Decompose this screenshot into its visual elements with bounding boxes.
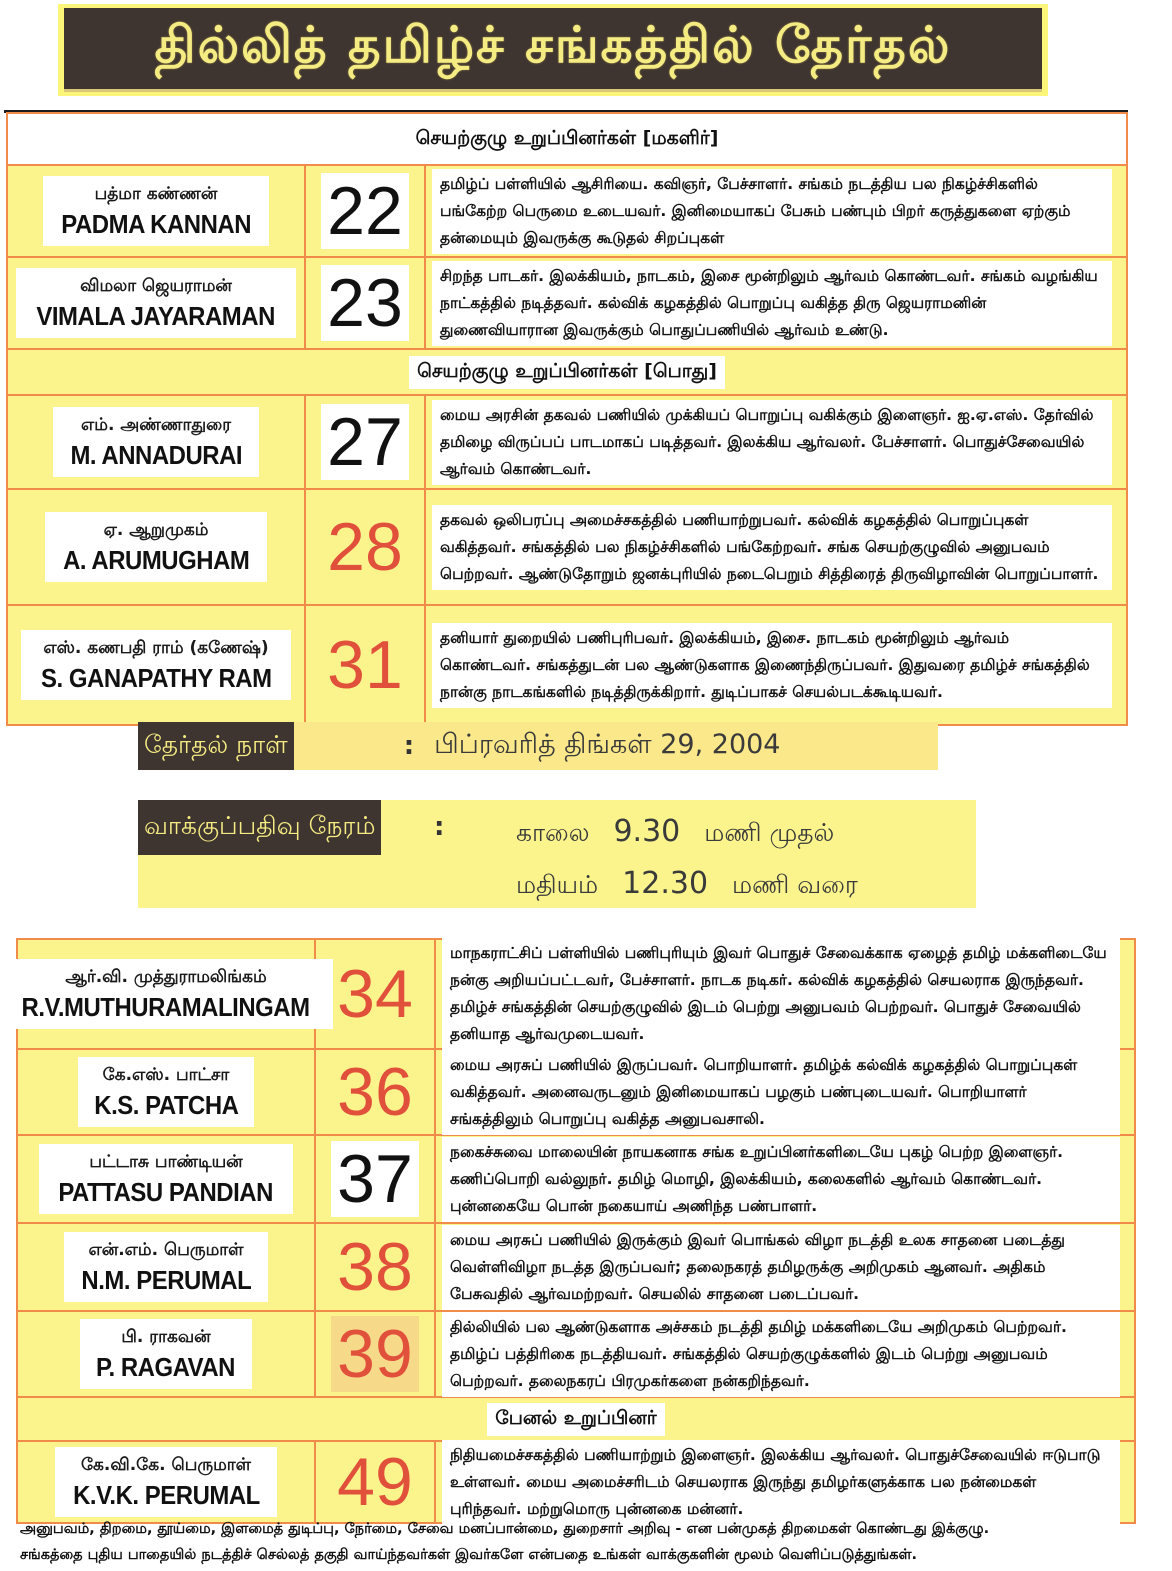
name-cell [8, 490, 306, 604]
candidate-name-tamil: எம். அண்ணாதுரை [81, 415, 231, 435]
candidate-row [18, 1136, 1134, 1224]
end-time: 12.30 [622, 866, 709, 901]
candidate-number: 49 [337, 1444, 413, 1520]
candidate-name-tamil: ஏ. ஆறுமுகம் [103, 520, 209, 540]
colon: : [403, 731, 415, 761]
candidate-description: மாநகராட்சிப் பள்ளியில் பணிபுரியும் இவர் பொதுச் சேவைக்காக ஏழைத் தமிழ் மக்களிடையே நன்கு அறியப்பட்டவர், பேச்சாளர். நாடக நடிகர். கல்விக் கழகத்தில் செயலராக இருந்தவர். தமிழ்ச் சங்கத்தின் செயற்குழுவில் இடம் பெற்று அனுபவம் பெற்றவர். பொதுச் சேவையில் தனியாத ஆர்வமுடையவர். [442, 938, 1120, 1050]
number-cell [316, 1050, 436, 1134]
name-card [0, 959, 333, 1029]
name-card [21, 630, 292, 700]
start-suffix: மணி முதல் [704, 818, 835, 847]
start-time: 9.30 [613, 814, 681, 849]
start-period: காலை [516, 818, 590, 847]
number-cell [316, 1442, 436, 1522]
description-cell [426, 258, 1126, 348]
name-card [53, 407, 260, 477]
candidate-description: மைய அரசின் தகவல் பணியில் முக்கியப் பொறுப்பு வகிக்கும் இளைஞர். ஐ.ஏ.எஸ். தேர்வில் தமிழை விருப்பப் பாடமாகப் படித்தவர். இலக்கிய ஆர்வலர். பேச்சாளர். பொதுச்சேவையில் ஆர்வம் கொண்டவர். [432, 400, 1112, 485]
footer-appeal [20, 1516, 1170, 1568]
candidates-table-top [6, 112, 1128, 726]
candidate-name-english: VIMALA JAYARAMAN [36, 300, 276, 331]
section-header-panel [18, 1398, 1134, 1442]
candidate-name-tamil: பி. ராகவன் [121, 1327, 211, 1347]
title-banner [58, 4, 1048, 96]
polling-start-time [516, 814, 834, 851]
candidate-description: தமிழ்ப் பள்ளியில் ஆசிரியை. கவிஞர், பேச்சாளர். சங்கம் நடத்திய பல நிகழ்ச்சிகளில் பங்கேற்ற பெருமை உடையவர். இனிமையாகப் பேசும் பண்பும் பிறர் கருத்துகளை ஏற்கும் தன்மையும் இவருக்கு கூடுதல் சிறப்புகள் [432, 169, 1112, 254]
candidate-number: 37 [331, 1141, 419, 1217]
section-title-panel: பேனல் உறுப்பினர் [487, 1403, 664, 1436]
name-cell [8, 396, 306, 488]
section-header-general [8, 350, 1126, 396]
candidate-name-english: A. ARUMUGHAM [62, 544, 250, 575]
candidate-name-english: PATTASU PANDIAN [58, 1176, 274, 1207]
name-cell [18, 1050, 316, 1134]
description-cell [426, 166, 1126, 256]
section-header-women [8, 114, 1126, 166]
name-card [55, 1447, 278, 1517]
election-date-label: தேர்தல் நாள் [138, 722, 294, 770]
name-cell [8, 166, 306, 256]
name-cell [18, 940, 316, 1048]
number-cell [306, 490, 426, 604]
number-cell [316, 1224, 436, 1310]
name-card [78, 1057, 255, 1127]
candidate-name-english: M. ANNADURAI [70, 439, 242, 470]
candidate-description: நகைச்சுவை மாலையின் நாயகனாக சங்க உறுப்பினர்களிடையே புகழ் பெற்ற இளைஞர். கணிப்பொறி வல்லுநர். தமிழ் மொழி, இலக்கியம், கலைகளில் ஆர்வம் கொண்டவர். புன்னகையே பொன் நகையாய் அணிந்த பண்பாளர். [442, 1137, 1120, 1222]
description-cell [426, 396, 1126, 488]
description-cell [436, 1224, 1134, 1310]
candidate-name-english: K.S. PATCHA [93, 1089, 239, 1120]
candidate-row [8, 396, 1126, 490]
number-cell [316, 1136, 436, 1222]
number-cell [306, 258, 426, 348]
candidate-description: தில்லியில் பல ஆண்டுகளாக அச்சகம் நடத்தி தமிழ் மக்களிடையே அறிமுகம் பெற்றவர். தமிழ்ப் பத்திரிகை நடத்தியவர். சங்கத்தில் செயற்குழுக்களில் இடம் பெற்று அனுபவம் பெற்றவர். தலைநகரப் பிரமுகர்களை நன்கறிந்தவர். [442, 1312, 1120, 1397]
candidate-number: 23 [321, 265, 409, 341]
election-date-value: பிப்ரவரித் திங்கள் 29, 2004 [434, 728, 781, 760]
candidate-description: நிதியமைச்சகத்தில் பணியாற்றும் இளைஞர். இலக்கிய ஆர்வலர். பொதுச்சேவையில் ஈடுபாடு உள்ளவர். மைய அமைச்சரிடம் செயலராக இருந்து தமிழர்களுக்காக பல நன்மைகள் புரிந்தவர். மற்றுமொரு புன்னகை மன்னர். [442, 1440, 1120, 1525]
candidate-row [8, 166, 1126, 258]
candidate-row [8, 258, 1126, 350]
name-cell [18, 1442, 316, 1522]
candidate-row [18, 940, 1134, 1050]
candidate-number: 28 [327, 509, 403, 585]
candidate-description: மைய அரசுப் பணியில் இருப்பவர். பொறியாளர். தமிழ்க் கல்விக் கழகத்தில் பொறுப்புகள் வகித்தவர். அனைவருடனும் இனிமையாகப் பழகும் பண்புடையவர். பொறியாளர் சங்கத்திலும் பொறுப்பு வகித்த அனுபவசாலி. [442, 1050, 1120, 1135]
candidate-name-tamil: கே.வி.கே. பெருமாள் [80, 1455, 252, 1475]
name-cell [8, 258, 306, 348]
number-cell [316, 1312, 436, 1396]
candidate-name-english: PADMA KANNAN [61, 208, 251, 239]
footer-line-1: அனுபவம், திறமை, தூய்மை, இளமைத் துடிப்பு, நேர்மை, சேவை மனப்பான்மை, துறைசார் அறிவு - என பன்முகத் திறமைகள் கொண்டது இக்குழு. [20, 1521, 990, 1537]
candidate-name-tamil: ஆர்.வி. முத்துராமலிங்கம் [65, 967, 267, 987]
candidate-number: 27 [321, 404, 409, 480]
candidate-row [8, 606, 1126, 724]
number-cell [306, 396, 426, 488]
number-cell [306, 166, 426, 256]
candidate-name-english: S. GANAPATHY RAM [40, 662, 272, 693]
candidate-name-tamil: பட்டாசு பாண்டியன் [89, 1152, 243, 1172]
candidates-table-bottom [16, 938, 1136, 1524]
name-cell [18, 1224, 316, 1310]
name-cell [18, 1136, 316, 1222]
candidate-number: 38 [337, 1229, 413, 1305]
candidate-row [18, 1312, 1134, 1398]
polling-time-label: வாக்குப்பதிவு நேரம் [138, 800, 381, 855]
description-cell [436, 1136, 1134, 1222]
candidate-name-english: R.V.MUTHURAMALINGAM [21, 991, 311, 1022]
description-cell [436, 1050, 1134, 1134]
number-cell [316, 940, 436, 1048]
candidate-description: தனியார் துறையில் பணிபுரிபவர். இலக்கியம், இசை. நாடகம் மூன்றிலும் ஆர்வம் கொண்டவர். சங்கத்துடன் பல ஆண்டுகளாக இணைந்திருப்பவர். இதுவரை தமிழ்ச் சங்கத்தில் நான்கு நாடகங்களில் நடித்திருக்கிறார். துடிப்பாகச் செயல்படக்கூடியவர். [432, 623, 1112, 708]
candidate-description: சிறந்த பாடகர். இலக்கியம், நாடகம், இசை மூன்றிலும் ஆர்வம் கொண்டவர். சங்கம் வழங்கிய நாட்கத்தில் நடித்தவர். கல்விக் கழகத்தில் பொறுப்பு வகித்த திரு ஜெயராமனின் துணைவியாரான இவருக்கும் பொதுப்பணியில் ஆர்வம் உண்டு. [432, 261, 1112, 346]
candidate-name-english: K.V.K. PERUMAL [72, 1479, 260, 1510]
title-box [64, 8, 1042, 92]
candidate-name-english: N.M. PERUMAL [81, 1264, 251, 1295]
candidate-row [8, 490, 1126, 606]
name-card [43, 176, 269, 246]
polling-time-block [138, 800, 976, 908]
end-period: மதியம் [516, 870, 599, 899]
election-date-block [138, 722, 938, 770]
section-title-women: செயற்குழு உறுப்பினர்கள் [மகளிர்] [408, 123, 727, 156]
name-card [45, 512, 267, 582]
name-card [39, 1144, 292, 1214]
name-card [80, 1319, 251, 1389]
colon: : [434, 812, 445, 842]
candidate-row [18, 1224, 1134, 1312]
candidate-number: 34 [337, 956, 413, 1032]
candidate-number: 36 [337, 1054, 413, 1130]
candidate-name-tamil: எஸ். கணபதி ராம் (கணேஷ்) [43, 638, 269, 658]
number-cell [306, 606, 426, 724]
candidate-name-english: P. RAGAVAN [96, 1351, 236, 1382]
candidate-row [18, 1050, 1134, 1136]
footer-line-2: சங்கத்தை புதிய பாதையில் நடத்திச் செல்லத் தகுதி வாய்ந்தவர்கள் இவர்களே என்பதை உங்கள் வாக்குகளின் மூலம் வெளிப்படுத்துங்கள். [20, 1547, 918, 1563]
candidate-name-tamil: கே.எஸ். பாட்சா [102, 1065, 230, 1085]
candidate-name-tamil: விமலா ஜெயராமன் [80, 276, 232, 296]
description-cell [426, 606, 1126, 724]
page-title: தில்லித் தமிழ்ச் சங்கத்தில் தேர்தல் [154, 16, 952, 74]
end-suffix: மணி வரை [732, 870, 858, 899]
candidate-description: தகவல் ஒலிபரப்பு அமைச்சகத்தில் பணியாற்றுபவர். கல்விக் கழகத்தில் பொறுப்புகள் வகித்தவர். சங்கத்தில் பல நிகழ்ச்சிகளில் பங்கேற்றவர். சங்க செயற்குழுவில் அனுபவம் பெற்றவர். ஆண்டுதோறும் ஜனக்புரியில் நடைபெறும் சித்திரைத் திருவிழாவின் பொறுப்பாளர். [432, 505, 1112, 590]
description-cell [436, 1442, 1134, 1522]
candidate-name-tamil: என்.எம். பெருமாள் [88, 1240, 244, 1260]
polling-end-time [516, 866, 858, 903]
name-card [64, 1232, 269, 1302]
candidate-name-tamil: பத்மா கண்ணன் [94, 184, 218, 204]
description-cell [436, 1312, 1134, 1396]
candidate-number: 31 [327, 627, 403, 703]
candidate-description: மைய அரசுப் பணியில் இருக்கும் இவர் பொங்கல் விழா நடத்தி உலக சாதனை படைத்து வெள்ளிவிழா நடத்த இருப்பவர்; தலைநகரத் தமிழருக்கு அறிமுகம் ஆனவர். அதிகம் பேசுவதில் ஆர்வமற்றவர். செயலில் சாதனை படைப்பவர். [442, 1225, 1120, 1310]
section-title-general: செயற்குழு உறுப்பினர்கள் [பொது] [409, 356, 725, 389]
name-cell [8, 606, 306, 724]
description-cell [426, 490, 1126, 604]
name-card [16, 268, 295, 338]
name-cell [18, 1312, 316, 1396]
candidate-number: 39 [331, 1316, 419, 1392]
candidate-row [18, 1442, 1134, 1522]
candidate-number: 22 [321, 173, 409, 249]
description-cell [436, 940, 1134, 1048]
